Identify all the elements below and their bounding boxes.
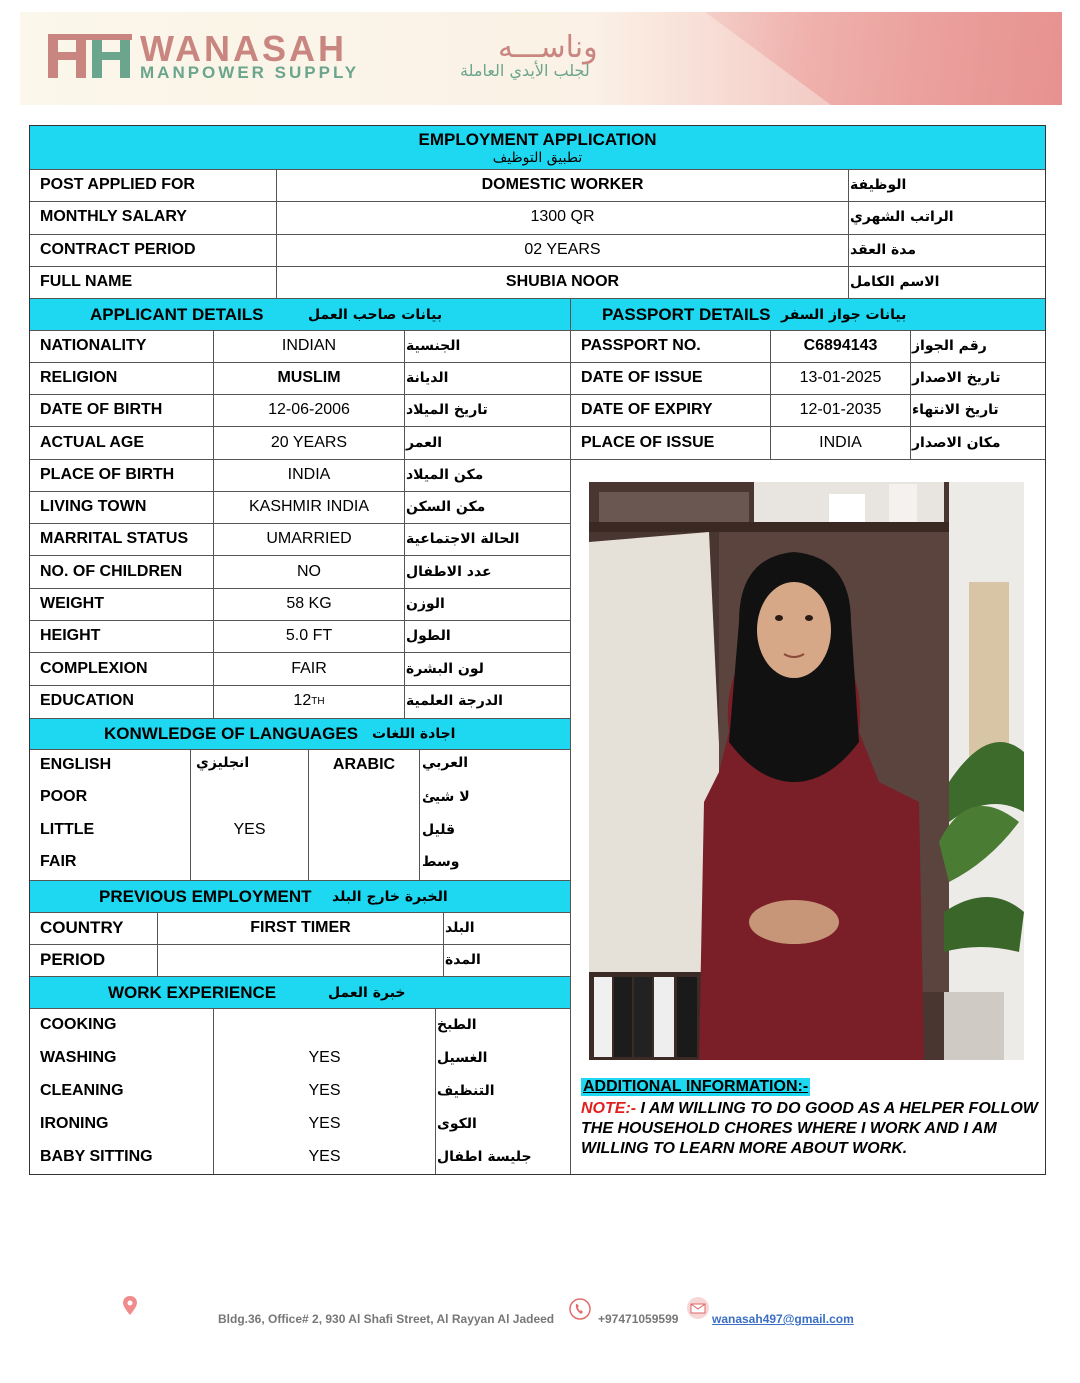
lang-row-ar: وسط bbox=[422, 854, 460, 870]
prev-emp-heading-ar: الخبرة خارج البلد bbox=[332, 888, 448, 905]
work-row-ar: جليسة اطفال bbox=[437, 1148, 532, 1165]
prev-emp-heading-en: PREVIOUS EMPLOYMENT bbox=[99, 886, 312, 906]
work-exp-heading-ar: خبرة العمل bbox=[328, 984, 406, 1001]
applicant-heading-ar: بيانات صاحب العمل bbox=[308, 306, 443, 323]
footer-email-link[interactable]: wanasah497@gmail.com bbox=[712, 1312, 854, 1326]
lang-arabic-ar: العربي bbox=[422, 755, 469, 771]
lang-row-label: LITTLE bbox=[40, 821, 95, 838]
work-row-value: YES bbox=[308, 1081, 341, 1099]
footer-address: Bldg.36, Office# 2, 930 Al Shafi Street, Al Rayyan Al Jadeed bbox=[218, 1312, 555, 1326]
applicant-row-label: COMPLEXION bbox=[40, 660, 148, 677]
additional-info-title: ADDITIONAL INFORMATION:- bbox=[583, 1078, 809, 1095]
passport-row-label: PASSPORT NO. bbox=[581, 337, 701, 354]
post-applied-ar: الوظيفة bbox=[850, 177, 907, 193]
phone-icon bbox=[569, 1298, 591, 1320]
applicant-row-ar: العمر bbox=[406, 435, 443, 451]
post-applied-value: DOMESTIC WORKER bbox=[481, 176, 644, 193]
footer-phone: +97471059599 bbox=[598, 1312, 679, 1326]
applicant-row-ar: الطول bbox=[406, 628, 451, 644]
post-applied-label: POST APPLIED FOR bbox=[40, 176, 195, 193]
prev-country-ar: البلد bbox=[445, 920, 475, 936]
passport-row-value: 13-01-2025 bbox=[799, 369, 882, 386]
applicant-row-value: 12 TH bbox=[293, 692, 325, 709]
work-exp-heading-en: WORK EXPERIENCE bbox=[108, 982, 277, 1002]
applicant-row-ar: الحالة الاجتماعية bbox=[406, 531, 520, 547]
languages-heading-en: KONWLEDGE OF LANGUAGES bbox=[104, 724, 359, 743]
note-text: I AM WILLING TO DO GOOD AS A HELPER FOLLOW THE HOUSEHOLD CHORES WHERE I WORK AND I AM WILLING TO LEARN MORE ABOUT WORK. bbox=[581, 1100, 1038, 1157]
logo-arabic-wordmark: وناســـه bbox=[498, 30, 598, 65]
applicant-row-value: INDIA bbox=[287, 466, 331, 483]
applicant-row-ar: عدد الاطفال bbox=[406, 564, 492, 580]
location-pin-icon bbox=[122, 1296, 138, 1316]
prev-country-value: FIRST TIMER bbox=[250, 919, 351, 936]
email-icon bbox=[686, 1296, 710, 1320]
logo-arabic-subtitle: لجلب الأيدي العاملة bbox=[460, 61, 590, 80]
passport-row-value: C6894143 bbox=[803, 337, 878, 354]
applicant-row-label: DATE OF BIRTH bbox=[40, 401, 163, 418]
lang-row-ar: لا شيئ bbox=[422, 789, 470, 805]
work-experience-heading bbox=[30, 977, 570, 1008]
lang-row-english: YES bbox=[233, 821, 266, 838]
applicant-row-label: NATIONALITY bbox=[40, 337, 147, 354]
work-row-ar: التنظيف bbox=[437, 1082, 495, 1099]
applicant-row-label: EDUCATION bbox=[40, 692, 134, 709]
footer bbox=[0, 1296, 1080, 1336]
applicant-row-label: MARRITAL STATUS bbox=[40, 530, 189, 547]
lang-row-english bbox=[191, 846, 308, 878]
passport-heading-en: PASSPORT DETAILS bbox=[602, 304, 771, 324]
applicant-row-label: PLACE OF BIRTH bbox=[40, 466, 175, 483]
prev-country-label: COUNTRY bbox=[40, 918, 124, 937]
work-row-label: COOKING bbox=[40, 1015, 117, 1033]
prev-period-value bbox=[158, 944, 443, 976]
work-row-value: YES bbox=[308, 1048, 341, 1066]
full-name-label: FULL NAME bbox=[40, 273, 133, 290]
applicant-details-heading bbox=[30, 299, 570, 330]
full-name-ar: الاسم الكامل bbox=[850, 274, 940, 290]
monthly-salary-value: 1300 QR bbox=[530, 208, 595, 225]
applicant-row-ar: تاريخ الميلاد bbox=[406, 402, 488, 418]
passport-row-ar: رقم الجواز bbox=[912, 338, 987, 354]
lang-row-ar: قليل bbox=[422, 822, 456, 838]
languages-heading bbox=[30, 719, 570, 749]
passport-details-heading bbox=[571, 299, 1045, 330]
lang-arabic-label: ARABIC bbox=[332, 756, 396, 773]
passport-row-label: DATE OF ISSUE bbox=[581, 369, 703, 386]
note-label: NOTE:- bbox=[581, 1100, 637, 1117]
company-logo-icon bbox=[48, 34, 132, 78]
applicant-row-ar: الدرجة العلمية bbox=[406, 693, 503, 709]
applicant-photo-image bbox=[589, 482, 1024, 1060]
work-row-value: YES bbox=[308, 1147, 341, 1165]
monthly-salary-ar: الراتب الشهري bbox=[850, 209, 954, 225]
work-row-label: CLEANING bbox=[40, 1081, 124, 1099]
applicant-row-ar: مكن السكن bbox=[406, 499, 486, 515]
applicant-row-label: HEIGHT bbox=[40, 627, 101, 644]
passport-row-ar: تاريخ الاصدار bbox=[912, 370, 1001, 386]
applicant-row-value: 58 KG bbox=[286, 595, 332, 612]
applicant-photo bbox=[589, 482, 1024, 1060]
passport-row-label: PLACE OF ISSUE bbox=[581, 434, 715, 451]
previous-employment-heading bbox=[30, 881, 570, 912]
passport-heading-ar: بيانات جواز السفر bbox=[781, 306, 907, 323]
lang-english-ar: انجليزي bbox=[196, 755, 250, 771]
applicant-row-value: FAIR bbox=[291, 660, 327, 677]
additional-info-note bbox=[581, 1099, 1041, 1159]
applicant-row-ar: لون البشرة bbox=[406, 661, 484, 677]
prev-period-ar: المدة bbox=[445, 952, 481, 968]
applicant-row-value: INDIAN bbox=[281, 337, 337, 354]
applicant-row-ar: الديانة bbox=[406, 370, 449, 386]
applicant-row-label: LIVING TOWN bbox=[40, 498, 147, 515]
contract-period-ar: مدة العقد bbox=[850, 242, 917, 258]
monthly-salary-label: MONTHLY SALARY bbox=[40, 208, 187, 225]
applicant-row-value: 5.0 FT bbox=[285, 627, 333, 644]
applicant-row-label: WEIGHT bbox=[40, 595, 104, 612]
letterhead bbox=[20, 12, 1062, 105]
applicant-row-value: UMARRIED bbox=[266, 530, 352, 547]
work-row-ar: الكوى bbox=[437, 1115, 477, 1132]
logo-wordmark: WANASAH bbox=[140, 28, 347, 69]
lang-row-arabic bbox=[309, 814, 419, 846]
prev-period-label: PERIOD bbox=[40, 950, 106, 969]
work-row-label: BABY SITTING bbox=[40, 1147, 153, 1165]
lang-row-arabic bbox=[309, 781, 419, 813]
applicant-row-value: NO bbox=[297, 563, 321, 580]
work-row-ar: الطبخ bbox=[437, 1016, 477, 1033]
applicant-row-label: ACTUAL AGE bbox=[40, 434, 144, 451]
form-title bbox=[30, 126, 1045, 169]
work-row-value bbox=[214, 1008, 435, 1041]
passport-row-ar: مكان الاصدار bbox=[912, 435, 1001, 451]
letterhead-decoration bbox=[642, 12, 1062, 105]
logo-subtitle: MANPOWER SUPPLY bbox=[140, 63, 360, 82]
applicant-heading-en: APPLICANT DETAILS bbox=[90, 304, 264, 324]
passport-row-ar: تاريخ الانتهاء bbox=[912, 402, 999, 418]
contract-period-label: CONTRACT PERIOD bbox=[40, 241, 196, 258]
applicant-row-value: 12-06-2006 bbox=[268, 401, 350, 418]
education-superscript: TH bbox=[311, 695, 325, 707]
applicant-row-value: 20 YEARS bbox=[270, 434, 348, 451]
applicant-row-value: KASHMIR INDIA bbox=[248, 498, 369, 515]
applicant-row-label: NO. OF CHILDREN bbox=[40, 563, 183, 580]
applicant-row-ar: الجنسية bbox=[406, 338, 461, 354]
form-title-en: EMPLOYMENT APPLICATION bbox=[418, 129, 657, 149]
applicant-row-label: RELIGION bbox=[40, 369, 118, 386]
lang-english-label: ENGLISH bbox=[40, 756, 112, 773]
lang-row-label: POOR bbox=[40, 788, 88, 805]
passport-row-label: DATE OF EXPIRY bbox=[581, 401, 713, 418]
lang-row-label: FAIR bbox=[40, 853, 77, 870]
work-row-label: IRONING bbox=[40, 1114, 109, 1132]
languages-heading-ar: اجادة اللغات bbox=[372, 726, 456, 742]
contract-period-value: 02 YEARS bbox=[524, 241, 601, 258]
form-title-ar: تطبيق التوظيف bbox=[492, 149, 583, 166]
lang-row-english bbox=[191, 781, 308, 813]
passport-row-value: 12-01-2035 bbox=[799, 401, 882, 418]
applicant-row-value: MUSLIM bbox=[277, 369, 341, 386]
lang-row-arabic bbox=[309, 846, 419, 878]
work-row-ar: الغسيل bbox=[437, 1049, 488, 1066]
full-name-value: SHUBIA NOOR bbox=[505, 273, 620, 290]
passport-row-value: INDIA bbox=[819, 434, 862, 451]
employment-application-form bbox=[29, 125, 1046, 1175]
work-row-label: WASHING bbox=[40, 1048, 117, 1066]
applicant-row-ar: مكن الميلاد bbox=[406, 467, 484, 483]
applicant-row-ar: الوزن bbox=[406, 596, 445, 612]
work-row-value: YES bbox=[308, 1114, 341, 1132]
